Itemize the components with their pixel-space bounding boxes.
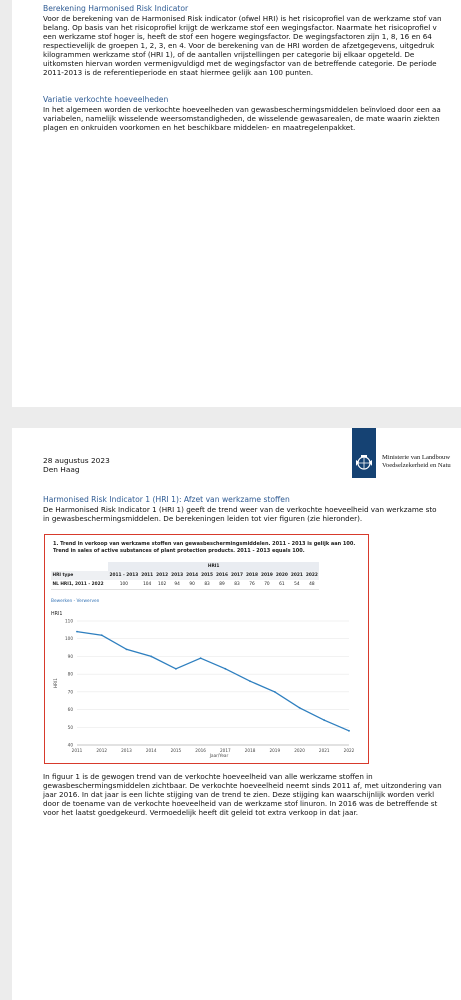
y-tick-label: 100 [65, 636, 73, 642]
paragraph-line: uitkomsten hiervan worden vermenigvuldigd met de wegingsfactor van de betreffende categorie. De periode [43, 59, 437, 68]
table-corner [51, 562, 108, 571]
intro-paragraph [43, 505, 437, 523]
section-heading-berekening: Berekening Harmonised Risk Indicator [43, 4, 189, 13]
table-cell: 76 [244, 580, 259, 590]
ministry-name-line: Ministerie van Landbouw [382, 454, 451, 461]
section-heading-hri1: Harmonised Risk Indicator 1 (HRI 1): Afzet van werkzame stoffen [43, 495, 290, 504]
table-cell: 54 [289, 580, 304, 590]
table-cell: 102 [155, 580, 170, 590]
table-cell: 48 [304, 580, 319, 590]
figure-1 [44, 534, 369, 764]
x-tick-label: 2021 [318, 748, 330, 753]
x-tick-label: 2022 [343, 748, 355, 753]
data-point [76, 631, 78, 633]
outro-paragraph [43, 772, 442, 817]
paragraph-line: kilogrammen werkzame stof (HRI 1), of de aantallen vrijstellingen per categorie bij elkaar opgeteld. De [43, 50, 415, 59]
table-header-row [51, 571, 319, 580]
table-column-header: 2020 [275, 573, 288, 578]
y-tick-label: 90 [67, 653, 73, 659]
ministry-name [382, 454, 451, 471]
paragraph-line: belang. Op basis van het risicoprofiel krijgt de werkzame stof een wegingsfactor. Naarmate het risicoprofiel v [43, 23, 437, 32]
y-axis-label: HRI1 [53, 678, 58, 688]
series-line [77, 632, 349, 731]
x-tick-label: 2020 [294, 748, 305, 753]
y-tick-label: 70 [67, 689, 73, 695]
x-tick-label: 2018 [244, 748, 256, 753]
paragraph-line: respectievelijk de groepen 1, 2, 3, en 4. Voor de berekening van de HRI worden de afzetgegevens, uitgedruk [43, 41, 435, 50]
x-tick-label: 2011 [71, 748, 83, 753]
data-point [323, 719, 325, 721]
y-tick-label: 40 [67, 742, 73, 748]
edit-link[interactable]: Bewerken - Verwerven [51, 599, 100, 604]
table-column-header: 2011 - 2013 [109, 573, 139, 578]
table-group-header: HRI1 [108, 562, 319, 571]
ministry-name-line: Voedselzekerheid en Natu [382, 462, 451, 470]
x-axis-label: Jaar/Year [209, 753, 229, 758]
paragraph-line: een werkzame stof hoger is, heeft de stof een hogere wegingsfactor. De wegingsfactoren zijn 1, 8, 16 en 64 [43, 32, 432, 41]
paragraph-line: in gewasbeschermingsmiddelen. De berekeningen leiden tot vier figuren (zie hieronder). [43, 514, 363, 523]
table-type-label: HRI type [51, 571, 108, 580]
data-point [348, 730, 350, 732]
paragraph-line: variabelen, namelijk wisselende weersomstandigheden, de wisselende gewasarealen, de mate waarin ziekten [43, 114, 440, 123]
data-point [224, 668, 226, 670]
y-tick-label: 50 [67, 724, 73, 730]
paragraph-line: jaar 2016. In dat jaar is een lichte stijging van de trend te zien. Deze stijging kan waarschijnlijk worden verkl [43, 790, 435, 799]
data-point [299, 707, 301, 709]
letter-date-block [43, 456, 110, 474]
table-column-header: 2017 [231, 573, 243, 578]
data-point [200, 657, 202, 659]
table-column-header: 2022 [305, 573, 318, 578]
section-heading-variatie: Variatie verkochte hoeveelheden [43, 95, 169, 104]
table-column-header: 2012 [156, 573, 169, 578]
x-tick-label: 2013 [121, 748, 132, 753]
paragraph-line: In het algemeen worden de verkochte hoeveelheden van gewasbeschermingsmiddelen beïnvloed door een aa [43, 105, 441, 114]
paragraph-line: voor het laatst goedgekeurd. Vermoedelijk heeft dit geleid tot extra verkoop in dat jaar. [43, 808, 359, 817]
paragraph-line: plagen en onkruiden voorkomen en het beschikbare middelen- en maatregelenpakket. [43, 123, 356, 132]
hri-table [51, 562, 319, 590]
document-page-1 [12, 0, 461, 407]
paragraph-line: In figuur 1 is de gewogen trend van de verkochte hoeveelheid van alle werkzame stoffen in [43, 772, 373, 781]
data-point [101, 634, 103, 636]
x-tick-label: 2014 [145, 748, 157, 753]
table-cell: 61 [274, 580, 289, 590]
x-tick-label: 2015 [170, 748, 182, 753]
table-cell: 70 [259, 580, 274, 590]
x-tick-label: 2017 [220, 748, 231, 753]
data-point [274, 691, 276, 693]
y-tick-label: 110 [65, 618, 73, 624]
x-tick-label: 2019 [269, 748, 281, 753]
data-point [249, 680, 251, 682]
hri1-line-chart [45, 607, 368, 763]
x-tick-label: 2012 [96, 748, 108, 753]
table-cell: 94 [170, 580, 185, 590]
data-point [126, 648, 128, 650]
table-cell: 83 [230, 580, 245, 590]
x-tick-label: 2016 [195, 748, 206, 753]
paragraph-line: 2011-2013 is de referentieperiode en staat hiermee gelijk aan 100 punten. [43, 68, 314, 77]
data-point [175, 668, 177, 670]
paragraph-line: gewasbeschermingsmiddelen zichtbaar. De verkochte hoeveelheid neemt sinds 2011 af, met uitzondering van [43, 781, 442, 790]
data-point [150, 656, 152, 658]
table-column-header: 2019 [260, 573, 273, 578]
figure-title [53, 541, 355, 554]
section2-paragraph [43, 105, 441, 132]
table-column-header: 2011 [141, 573, 154, 578]
table-cell: 104 [140, 580, 155, 590]
figure-title-line: Trend in sales of active substances of plant protection products. 2011 - 2013 equals 100. [53, 547, 305, 554]
figure-title-line: 1. Trend in verkoop van werkzame stoffen van gewasbeschermingsmiddelen. 2011 - 2013 is gelijk aan 100. [53, 541, 356, 547]
table-column-header: 2016 [216, 573, 229, 578]
table-column-header: 2013 [171, 573, 184, 578]
y-tick-label: 60 [67, 707, 73, 713]
table-column-header: 2015 [201, 573, 214, 578]
table-column-header: 2014 [186, 573, 199, 578]
section1-paragraph [43, 14, 442, 77]
table-column-header: 2018 [245, 573, 258, 578]
table-cell: 83 [200, 580, 215, 590]
paragraph-line: door de toename van de verkochte hoeveelheid van de werkzame stof linuron. In 2016 was de betreffende st [43, 799, 438, 808]
paragraph-line: De Harmonised Risk Indicator 1 (HRI 1) geeft de trend weer van de verkochte hoeveelheid van werkzame sto [43, 505, 437, 514]
table-group-row [51, 562, 319, 571]
table-cell: 89 [215, 580, 230, 590]
letter-date: 28 augustus 2023 [43, 456, 110, 465]
table-cell: 90 [185, 580, 200, 590]
document-page-2 [12, 428, 461, 1000]
chart-title: HRI1 [51, 612, 63, 617]
table-row [51, 580, 319, 590]
table-cell: 100 [108, 580, 140, 590]
table-row-label: NL HRI1, 2011 - 2022 [51, 580, 108, 590]
paragraph-line: Voor de berekening van de Harmonised Risk indicator (ofwel HRI) is het risicoprofiel van de werkzame stof van [43, 14, 442, 23]
crest-icon [352, 451, 376, 475]
letter-place: Den Haag [43, 465, 80, 474]
table-column-header: 2021 [290, 573, 303, 578]
y-tick-label: 80 [67, 671, 73, 677]
